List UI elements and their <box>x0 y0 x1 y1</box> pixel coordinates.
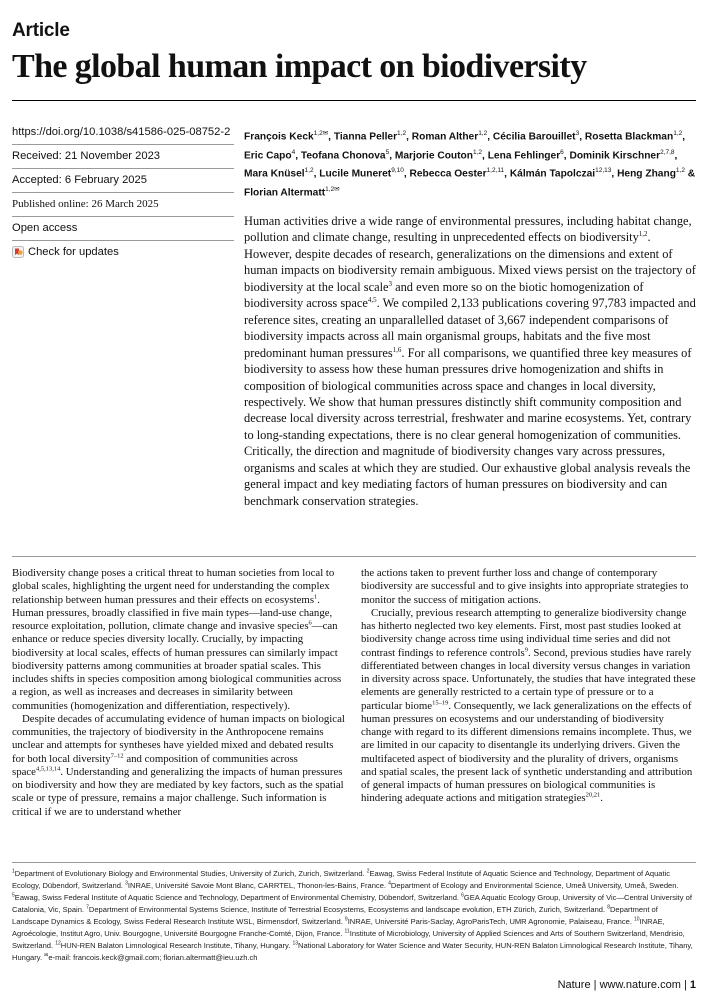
author-name[interactable]: Lucile Muneret <box>319 168 392 180</box>
reference-superscript[interactable]: 9 <box>524 645 528 653</box>
reference-superscript[interactable]: 7–12 <box>110 751 124 759</box>
reference-superscript[interactable]: 6 <box>308 619 312 627</box>
reference-superscript[interactable]: 1 <box>314 592 318 600</box>
author-name[interactable]: François Keck <box>244 131 314 143</box>
author-affiliation-superscript: 1,2 <box>478 130 488 137</box>
author-affiliation-superscript: 2,7,8 <box>660 148 675 156</box>
text-run: INRAE, Agroécologie, Institut Agro, Univ. Bourgogne, Université Bourgogne Franche-Comté, Dijon, France. <box>12 917 665 938</box>
author-affiliation-superscript: 12,13 <box>595 167 612 175</box>
text-run: Human activities drive a wide range of environmental pressures, including habitat change, pollution and climate change, resulting in unprecedented effects on biodiversity <box>244 214 692 245</box>
author-name[interactable]: Florian Altermatt <box>244 187 326 199</box>
doi-link[interactable]: https://doi.org/10.1038/s41586-025-08752-2 <box>12 126 234 145</box>
reference-superscript[interactable]: 13 <box>292 940 299 947</box>
author-name[interactable]: Cécilia Barouillet <box>492 131 576 143</box>
author-name[interactable]: Lena Fehlinger <box>487 149 561 161</box>
accepted-date: Accepted: 6 February 2025 <box>12 169 234 193</box>
text-run: e-mail: francois.keck@gmail.com; florian.altermatt@ieu.uzh.ch <box>48 953 258 962</box>
text-run: . However, despite decades of research, generalizations on the dimensions and extent of human impacts on biodiversity remain ambiguous. Mixed views persist on the trajectory of biodiversity at the local scale <box>244 230 696 294</box>
text-run: Department of Ecology and Environmental Science, Umeå University, Umeå, Sweden. <box>390 881 679 890</box>
text-run: and even more so on the biotic homogenization of biodiversity across space <box>244 279 644 311</box>
article-metadata <box>12 126 234 258</box>
text-run: Crucially, previous research attempting to generalize biodiversity change has hitherto neglected two key elements. First, most past studies looked at biodiversity change across time using individual time series and did not contrast findings to reference controls <box>361 606 687 659</box>
reference-superscript[interactable]: 11 <box>344 928 350 935</box>
footnote-divider <box>12 862 696 863</box>
reference-superscript[interactable]: 10 <box>634 916 640 923</box>
check-updates-icon <box>12 246 24 258</box>
reference-superscript[interactable]: 4,5,13,14 <box>35 765 61 773</box>
abstract-divider <box>12 556 696 557</box>
text-run: Despite decades of accumulating evidence of human impacts on biological communities, the trajectory of biodiversity in the Anthropocene remains unclear and attempts for syntheses have yielded mixed and debated results for both local diversity <box>12 712 345 765</box>
reference-superscript[interactable]: 5 <box>12 892 15 899</box>
text-run: . Understanding and generalizing the impacts of human pressures on biodiversity and how they are mediated by key factors, such as the spatial scale or type of pressure, remains a major challenge. Such information is critical if we are to understand whether <box>12 765 344 818</box>
author-name[interactable]: Mara Knüsel <box>244 168 305 180</box>
header-divider <box>12 100 696 101</box>
text-run: HUN-REN Balaton Limnological Research Institute, Tihany, Hungary. <box>60 941 293 950</box>
reference-superscript[interactable]: 1 <box>12 868 15 875</box>
page-title: The global human impact on biodiversity <box>12 48 587 85</box>
author-name[interactable]: Tianna Peller <box>333 131 398 143</box>
reference-superscript[interactable]: 6 <box>461 892 464 899</box>
author-name[interactable]: Marjorie Couton <box>394 149 473 161</box>
reference-superscript[interactable]: 4 <box>388 880 391 887</box>
reference-superscript[interactable]: 1,6 <box>392 345 402 354</box>
text-run: GEA Aquatic Ecology Group, University of Vic—Central University of Catalonia, Vic, Spain. <box>12 893 692 914</box>
published-date: Published online: 26 March 2025 <box>12 193 234 217</box>
text-run: the actions taken to prevent further loss and change of contemporary biodiversity are successful and to give insights into appropriate strategies to monitor the success of mitigation actions. <box>361 567 689 606</box>
reference-superscript[interactable]: 4,5 <box>367 296 377 305</box>
journal-site-link[interactable]: www.nature.com <box>599 979 681 991</box>
author-name[interactable]: Teofana Chonova <box>300 149 386 161</box>
author-affiliation-superscript: 5 <box>385 148 390 156</box>
body-paragraph <box>361 567 696 607</box>
check-updates-button[interactable] <box>12 241 234 258</box>
author-affiliation-superscript: 1,2 <box>397 130 407 137</box>
reference-superscript[interactable]: 2 <box>366 868 370 875</box>
text-run: Department of Evolutionary Biology and Environmental Studies, University of Zurich, Zurich, Switzerland. <box>14 869 367 878</box>
reference-superscript[interactable]: 20,21 <box>585 791 601 799</box>
author-name[interactable]: Roman Alther <box>411 131 479 143</box>
text-run: . Human pressures, broadly classified in five main types—land-use change, resource exploitation, pollution, climate change and invasive species <box>12 593 333 632</box>
author-affiliation-superscript: 1,2 <box>472 148 483 156</box>
reference-superscript[interactable]: ✉ <box>44 952 49 959</box>
body-paragraph <box>12 567 347 713</box>
page-number: 1 <box>689 979 696 991</box>
journal-name: Nature <box>557 979 591 991</box>
author-affiliation-superscript: 1,2✉ <box>325 185 340 193</box>
author-affiliation-superscript: 1,2 <box>675 167 685 175</box>
reference-superscript[interactable]: 1,2 <box>638 230 648 239</box>
reference-superscript[interactable]: 7 <box>86 904 89 911</box>
main-text <box>12 567 696 819</box>
reference-superscript[interactable]: 3 <box>125 880 128 887</box>
author-affiliation-superscript: 1,2,11 <box>486 167 505 175</box>
text-run: National Laboratory for Water Science and Water Security, HUN-REN Balaton Limnological Research Institute, Tihany, Hungary. <box>12 941 693 962</box>
text-run: INRAE, Université Savoie Mont Blanc, CARRTEL, Thonon-les-Bains, France. <box>127 881 389 890</box>
text-run: —can enhance or reduce species diversity locally. Crucially, by impacting biodiversity at local scales, effects of human pressures can similarly impact biodiversity patterns among communities at broader spatial scales. This includes shifts in species composition among biological communities across a region, as well as increases and decreases in similarity between communities (homogenization and differentiation, respectively). <box>12 620 342 712</box>
author-name[interactable]: Eric Capo <box>244 149 292 161</box>
open-access-label: Open access <box>12 217 234 241</box>
abstract <box>244 213 696 509</box>
author-name[interactable]: Kálmán Tapolczai <box>509 168 596 180</box>
reference-superscript[interactable]: 9 <box>344 916 348 923</box>
affiliations-footnote <box>12 868 696 964</box>
author-list: François Keck$^{1,2✉}$, Tianna Peller$^{1,2}$, Roman Alther$^{1,2}$, Cécilia Barouillet$^3$, Rosetta Blackman$^{1,2}$, Eric Capo$^4$, Teofana Chonova$^5$, Marjorie Couton$^{1,2}$, Lena Fehlinger$^6$, Dominik Kirschner$^{2,7,8}$, Mara Knüsel$^{1,2}$, Lucile Muneret$^{9,10}$, Rebecca Oester$^{1,2,11}$, Kálmán Tapolczai$^{12,13}$, Heng Zhang$^{1,2}$ & Florian Altermatt$^{1,2✉}$ <box>244 130 696 199</box>
left-column <box>12 567 347 819</box>
author-name[interactable]: Rebecca Oester <box>409 168 487 180</box>
received-date: Received: 21 November 2023 <box>12 145 234 169</box>
author-affiliation-superscript: 9,10 <box>391 167 404 175</box>
article-type-label: Article <box>12 20 70 41</box>
text-run: . <box>600 792 603 805</box>
author-affiliation-superscript: 4 <box>291 148 296 156</box>
text-run: . We compiled 2,133 publications covering 97,783 impacted and reference sites, creating an unparallelled dataset of 3,667 independent comparisons of biodiversity impacts across all main organismal groups, habitats and the five most predominant human pressures <box>244 296 696 360</box>
text-run: . Consequently, we lack generalizations on the effects of human pressures on ecosystems and our understanding of biodiversity change with regard to its different dimensions remains incomplete. Thus, we are limited in our capacity to disentangle its underlying drivers. Given the multifaceted aspect of biodiversity and the plurality of drivers, organisms and spatial scales, the present lack of synthetic understanding and attribution of general impacts of human pressures on biological communities is hindering adequate actions and mitigation strategies <box>361 699 693 805</box>
text-run: INRAE, Université Paris-Saclay, AgroParisTech, UMR Agronomie, Palaiseau, France. <box>347 917 635 926</box>
text-run: Biodiversity change poses a critical threat to human societies from local to global scales, highlighting the urgent need for understanding the complex relationship between human pressures and their effects on ecosystems <box>12 567 335 606</box>
page-footer <box>558 979 696 991</box>
reference-superscript[interactable]: 3 <box>388 279 393 288</box>
author-affiliation-superscript: 3 <box>575 130 580 137</box>
author-affiliation-superscript: 1,2✉ <box>313 130 329 137</box>
reference-superscript[interactable]: 8 <box>607 904 610 911</box>
text-run: Department of Environmental Systems Science, Institute of Terrestrial Ecosystems, Ecosystems and landscape evolution, ETH Zürich, Zurich, Switzerland. <box>88 905 608 914</box>
footer-separator: | <box>593 979 597 991</box>
text-run: . Second, previous studies have rarely differentiated between changes in local diversity versus changes in variation in diversity across space. Unfortunately, the studies that have integrated these elements are generally restricted to a certain type of pressure or to a particular biome <box>361 646 696 712</box>
author-affiliation-superscript: 1,2 <box>304 167 314 175</box>
author-name[interactable]: Rosetta Blackman <box>584 131 674 143</box>
author-name[interactable]: Heng Zhang <box>617 168 676 180</box>
footer-separator: | <box>683 979 687 991</box>
text-run: and composition of communities across space <box>12 752 298 778</box>
check-updates-label: Check for updates <box>28 246 119 258</box>
body-paragraph <box>12 713 347 819</box>
reference-superscript[interactable]: 15–19 <box>432 698 449 706</box>
text-run: Eawag, Swiss Federal Institute of Aquatic Science and Technology, Department of Aquatic Ecology, Dübendorf, Switzerland. <box>12 869 671 890</box>
text-run: Department of Landscape Dynamics & Ecology, Swiss Federal Research Institute WSL, Birmensdorf, Switzerland. <box>12 905 658 926</box>
reference-superscript[interactable]: 12 <box>55 940 61 947</box>
author-affiliation-superscript: 1,2 <box>673 130 683 137</box>
body-paragraph <box>361 607 696 806</box>
text-run: Institute of Microbiology, University of Applied Sciences and Arts of Southern Switzerland, Mendrisio, Switzerland. <box>12 929 685 950</box>
text-run: Eawag, Swiss Federal Institute of Aquatic Science and Technology, Department of Environmental Chemistry, Dübendorf, Switzerland. <box>14 893 462 902</box>
right-column <box>361 567 696 819</box>
text-run: . For all comparisons, we quantified three key measures of biodiversity to assess how these human pressures drive homogenization and shifts in composition of biological communities across space and changes in local diversity, respectively. We show that human pressures distinctly shift community composition and decrease local diversity across terrestrial, freshwater and marine ecosystems. Yet, contrary to long-standing expectations, there is no clear general homogenization of communities. Critically, the direction and magnitude of biodiversity changes vary across pressures, organisms and scales at which they are studied. Our exhaustive global analysis reveals the general impact and key mediating factors of human pressures on biodiversity and can benchmark conservation strategies. <box>244 345 692 508</box>
author-name[interactable]: Dominik Kirschner <box>569 149 661 161</box>
author-affiliation-superscript: 6 <box>560 148 564 156</box>
